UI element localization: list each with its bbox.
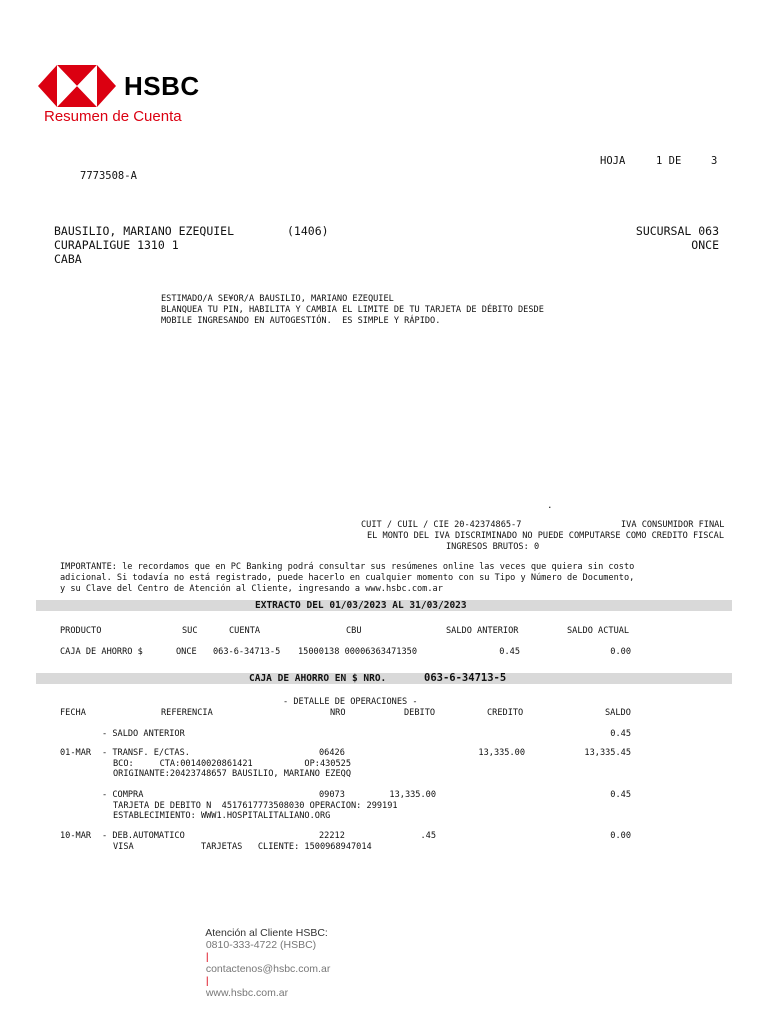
op-nro: 06426 xyxy=(319,748,345,758)
op-debito: 13,335.00 xyxy=(389,790,436,800)
col-saldo-actual: SALDO ACTUAL xyxy=(567,626,630,636)
account-title: CAJA DE AHORRO EN $ NRO. xyxy=(249,673,387,684)
col-saldo-anterior: SALDO ANTERIOR xyxy=(446,626,519,636)
reference-code: 7773508-A xyxy=(80,170,137,182)
op-detail-line: ORIGINANTE:20423748657 BAUSILIO, MARIANO EZEQQ xyxy=(113,769,351,779)
footer xyxy=(200,915,330,999)
cuit-line: CUIT / CUIL / CIE 20-42374865-7 xyxy=(361,520,522,530)
cell-producto: CAJA DE AHORRO $ xyxy=(60,647,143,657)
ops-col-fecha: FECHA xyxy=(60,708,86,718)
customer-name: BAUSILIO, MARIANO EZEQUIEL xyxy=(54,224,235,238)
op-detail-line: VISA TARJETAS CLIENTE: 1500968947014 xyxy=(113,841,372,852)
ops-col-debito: DEBITO xyxy=(404,708,436,718)
col-cuenta: CUENTA xyxy=(229,626,261,636)
col-cbu: CBU xyxy=(346,626,362,636)
fiscal-dot: . xyxy=(547,500,553,511)
op-saldo: 13,335.45 xyxy=(584,748,631,758)
operations-detail-title: - DETALLE DE OPERACIONES - xyxy=(283,697,418,707)
cell-suc: ONCE xyxy=(176,647,197,657)
hsbc-hexagon-icon xyxy=(38,65,116,107)
op-referencia: - COMPRA xyxy=(102,790,144,800)
cell-cuenta: 063-6-34713-5 xyxy=(213,647,281,657)
op-saldo: 0.00 xyxy=(610,831,631,841)
op-referencia: - DEB.AUTOMATICO xyxy=(102,831,185,841)
op-debito: .45 xyxy=(420,831,436,841)
footer-separator: | xyxy=(205,975,209,987)
page-current: 1 DE xyxy=(656,155,682,167)
ingresos-brutos: INGRESOS BRUTOS: 0 xyxy=(446,542,540,552)
important-line-1: IMPORTANTE: le recordamos que en PC Banking podrá consultar sus resúmenes online las veces que quiera sin costo xyxy=(60,562,635,572)
op-saldo: 0.45 xyxy=(610,790,631,800)
account-number: 063-6-34713-5 xyxy=(424,672,507,684)
footer-phone: 0810-333-4722 (HSBC) xyxy=(205,939,317,951)
important-line-3: y su Clave del Centro de Atención al Cliente, ingresando a www.hsbc.com.ar xyxy=(60,584,443,594)
important-line-2: adicional. Si todavía no está registrado, puede hacerlo en cualquier momento con su Tipo y Número de Documento, xyxy=(60,573,635,583)
extract-title: EXTRACTO DEL 01/03/2023 AL 31/03/2023 xyxy=(255,600,467,611)
ops-col-referencia: REFERENCIA xyxy=(161,708,213,718)
cell-cbu: 15000138 00006363471350 xyxy=(298,647,417,657)
iva-condition: IVA CONSUMIDOR FINAL xyxy=(621,520,725,530)
iva-note: EL MONTO DEL IVA DISCRIMINADO NO PUEDE COMPUTARSE COMO CREDITO FISCAL xyxy=(367,531,724,541)
footer-web[interactable]: www.hsbc.com.ar xyxy=(205,987,289,999)
page-total: 3 xyxy=(711,155,718,167)
message-line-2: BLANQUEA TU PIN, HABILITA Y CAMBIA EL LIMITE DE TU TARJETA DE DÉBITO DESDE xyxy=(161,305,544,315)
op-fecha: 01-MAR xyxy=(60,748,92,758)
document-subtitle: Resumen de Cuenta xyxy=(44,108,182,125)
footer-separator: | xyxy=(205,951,209,963)
ops-col-saldo: SALDO xyxy=(605,708,631,718)
hoja-label: HOJA xyxy=(600,155,626,167)
cell-saldo-actual: 0.00 xyxy=(610,647,631,657)
op-referencia: - TRANSF. E/CTAS. xyxy=(102,748,190,758)
message-line-3: MOBILE INGRESANDO EN AUTOGESTIÓN. ES SIMPLE Y RÁPIDO. xyxy=(161,316,441,326)
col-producto: PRODUCTO xyxy=(60,626,102,636)
op-credito: 13,335.00 xyxy=(478,748,525,758)
op-saldo: 0.45 xyxy=(610,729,631,739)
hsbc-logo xyxy=(38,65,198,107)
cell-saldo-anterior: 0.45 xyxy=(499,647,520,657)
customer-code: (1406) xyxy=(287,224,329,238)
ops-col-nro: NRO xyxy=(330,708,346,718)
op-detail-line: ESTABLECIMIENTO: WWW1.HOSPITALITALIANO.ORG xyxy=(113,811,331,821)
branch-name: ONCE xyxy=(691,238,719,252)
op-detail-line: TARJETA DE DEBITO N 4517617773508030 OPERACION: 299191 xyxy=(113,800,398,811)
footer-email[interactable]: contactenos@hsbc.com.ar xyxy=(205,963,331,975)
customer-address: CURAPALIGUE 1310 1 xyxy=(54,238,179,252)
brand-name: HSBC xyxy=(124,71,200,101)
branch-number: SUCURSAL 063 xyxy=(635,224,719,238)
ops-col-credito: CREDITO xyxy=(487,708,524,718)
op-fecha: 10-MAR xyxy=(60,831,92,841)
op-nro: 22212 xyxy=(319,831,345,841)
customer-city: CABA xyxy=(54,252,82,266)
op-nro: 09073 xyxy=(319,790,345,800)
op-referencia: - SALDO ANTERIOR xyxy=(102,729,185,739)
footer-label: Atención al Cliente HSBC: xyxy=(205,927,328,939)
col-suc: SUC xyxy=(182,626,198,636)
message-line-1: ESTIMADO/A SE¥OR/A BAUSILIO, MARIANO EZEQUIEL xyxy=(161,294,394,304)
op-detail-line: BCO: CTA:00140020861421 OP:430525 xyxy=(113,758,351,769)
